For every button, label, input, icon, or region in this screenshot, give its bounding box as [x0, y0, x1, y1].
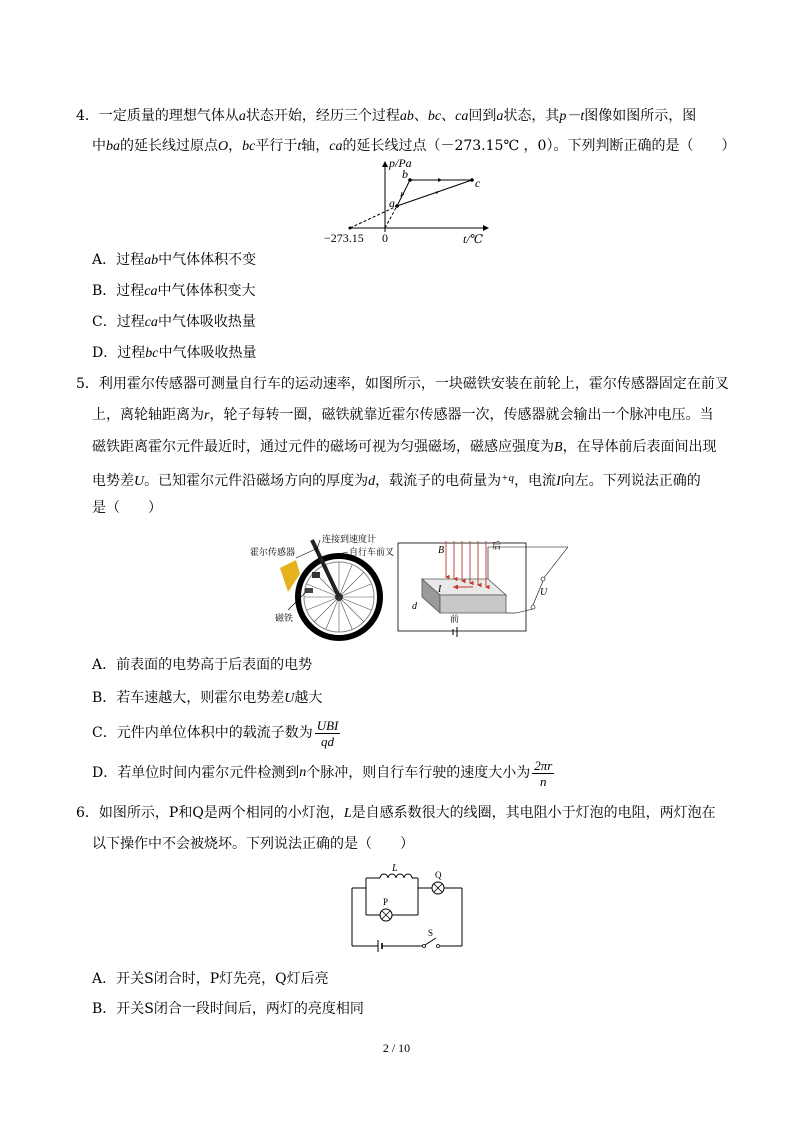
label-d: d	[412, 601, 417, 612]
q4-pt-graph	[320, 156, 495, 248]
x-axis-label: t/℃	[463, 232, 484, 246]
q5-line-1: 5．利用霍尔传感器可测量自行车的运动速率，如图所示，一块磁铁安装在前轮上，霍尔传感器固定在前叉	[76, 376, 729, 392]
q5-line-4: 电势差U。已知霍尔元件沿磁场方向的厚度为d，载流子的电荷量为$^{+q}$，电流I向左。下列说法正确的	[92, 472, 701, 489]
inductor-L	[380, 874, 412, 878]
point-c-label: c	[475, 176, 481, 190]
q4-option-c: C．过程ca中气体吸收热量	[92, 314, 256, 330]
label-magnet: 磁铁	[275, 613, 294, 623]
q5-option-b: B．若车速越大，则霍尔电势差U越大	[92, 690, 323, 706]
q4-option-a: A．过程ab中气体体积不变	[92, 252, 257, 268]
front-fork	[312, 540, 339, 597]
switch-S	[425, 938, 436, 945]
magnet	[305, 588, 313, 593]
label-P: P	[383, 897, 389, 907]
q5-option-d: D．若单位时间内霍尔元件检测到 n 个脉冲，则自行车行驶的速度大小为 $\frac{2\pi r}{n}$	[92, 757, 553, 789]
q5-option-c: C．元件内单位体积中的载流子数为 $\frac{\text{UBI}}{qd}$	[92, 717, 339, 749]
q6-option-a: A．开关S闭合时，P灯先亮，Q灯后亮	[92, 971, 329, 987]
q6-line-2: 以下操作中不会被烧坏。下列说法正确的是（ ）	[92, 836, 414, 852]
q4-option-d: D．过程bc中气体吸收热量	[92, 345, 257, 361]
page-number: 2 / 10	[382, 1041, 411, 1055]
label-fork: 自行车前叉	[349, 547, 395, 557]
q6-line-1: 6．如图所示，P和Q是两个相同的小灯泡，L是自感系数很大的线圈，其电阻小于灯泡的电阻，两灯泡在	[76, 805, 716, 821]
label-S: S	[428, 928, 434, 938]
q5-line-5: 是（ ）	[92, 500, 162, 516]
neg-intercept-label: −273.15	[324, 231, 364, 245]
label-L: L	[392, 863, 398, 874]
q4-line-2: 中ba的延长线过原点O，bc平行于t轴，ca的延长线过点（－273.15℃ ，0）。下列判断正确的是（ ）	[92, 138, 736, 154]
q4-line-1: 4．一定质量的理想气体从a状态开始，经历三个过程ab、bc、ca回到a状态，其p－t图像如图所示，图	[76, 108, 697, 124]
fraction-UBI-over-qd: $\frac{\text{UBI}}{qd}$	[316, 717, 339, 749]
point-b-label: b	[402, 167, 408, 181]
fraction-2pir-over-n: $\frac{2\pi r}{n}$	[534, 757, 553, 789]
point-a-label: a	[389, 196, 395, 210]
hall-sensor	[312, 572, 320, 578]
label-I: I	[438, 584, 442, 595]
label-hall-sensor: 霍尔传感器	[250, 547, 296, 557]
label-speedometer: 连接到速度计	[322, 534, 377, 544]
origin-label: 0	[382, 231, 388, 245]
q5-option-a: A．前表面的电势高于后表面的电势	[92, 657, 313, 673]
q5-bicycle-figure	[248, 530, 395, 640]
q5-hall-element-figure	[398, 535, 578, 637]
label-B: B	[438, 545, 445, 556]
y-axis-label: p/Pa	[389, 156, 412, 170]
q4-option-b: B．过程ca中气体体积变大	[92, 283, 256, 299]
q6-option-b: B．开关S闭合一段时间后，两灯的亮度相同	[92, 1001, 364, 1017]
label-back: 后	[492, 541, 502, 551]
label-Q: Q	[435, 870, 442, 880]
q5-line-3: 磁铁距离霍尔元件最近时，通过元件的磁场可视为匀强磁场，磁感应强度为B，在导体前后表面间出现	[92, 439, 717, 455]
hall-element	[440, 595, 506, 613]
q6-circuit-figure	[348, 860, 468, 952]
label-U: U	[540, 587, 548, 598]
q5-line-2: 上，离轮轴距离为r，轮子每转一圈，磁铁就靠近霍尔传感器一次，传感器就会输出一个脉冲电压。当	[92, 407, 714, 423]
label-front: 前	[450, 614, 460, 624]
